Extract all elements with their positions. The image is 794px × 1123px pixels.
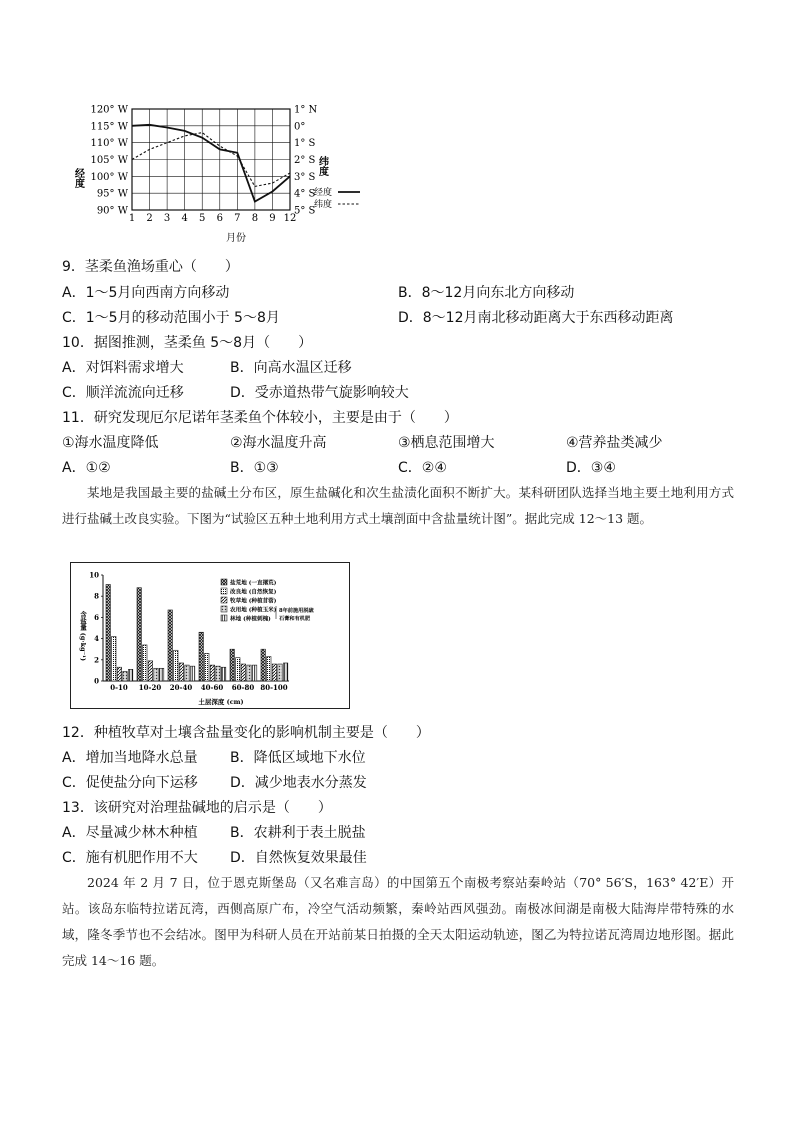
q11-item-3: ③栖息范围增大	[398, 435, 495, 451]
chart2-legend-swatch	[221, 606, 227, 612]
chart1-right-tick-label: 1° S	[294, 138, 316, 150]
salinity-bar	[190, 666, 194, 681]
q12-option-c: C．促使盐分向下运移	[62, 775, 198, 791]
salinity-chart	[71, 563, 349, 708]
chart1-x-tick-label: 12	[283, 213, 297, 224]
q13-option-b: B．农耕利于表土脱盐	[230, 825, 366, 841]
q13-option-a: A．尽量减少林木种植	[62, 825, 198, 841]
chart2-x-tick-label: 0-10	[110, 683, 128, 692]
chart2-legend-label: 改良地 (自然恢复)	[230, 589, 277, 596]
intro-14-16-text: 2024 年 2 月 7 日，位于恩克斯堡岛（又名难言岛）的中国第五个南极考察站秦岭站（70° 56′S，163° 42′E）开站。该岛东临特拉诺瓦湾，西侧高原广布，冷空气活动频繁，秦岭站西风强劲。南极冰间湖是南极大陆海岸带特殊的水域，隆冬季节也不会结冰。图甲为科研人员在开站前某日拍摄的全天太阳运动轨迹，图乙为特拉诺瓦湾周边地形图。据此完成 14～16 题。	[62, 875, 734, 968]
salinity-bar	[221, 667, 225, 681]
chart1-right-tick-label: 1° N	[294, 104, 318, 116]
q13-stem: 13．该研究对治理盐碱地的启示是（ ）	[62, 800, 332, 816]
chart2-x-tick-label: 60-80	[231, 683, 255, 692]
intro-12-13	[62, 480, 734, 532]
chart1-legend	[314, 186, 360, 210]
chart2-xlabel: 土层深度 (cm)	[198, 698, 244, 706]
chart2-y-tick-label: 2	[94, 655, 99, 665]
salinity-chart-frame	[70, 562, 350, 709]
chart2-legend-label: 牧草地 (种植苜蓿)	[230, 598, 277, 605]
chart1-right-axis-label: 纬度	[316, 156, 328, 176]
chart2-legend-note-line1: 8年前施用脱硫	[279, 608, 314, 614]
chart1-right-tick-label: 3° S	[294, 171, 316, 183]
chart1-x-tick-label: 4	[181, 213, 188, 224]
q10-stem: 10．据图推测，茎柔鱼 5～8月（ ）	[62, 335, 313, 351]
chart2-y-tick-label: 10	[89, 570, 99, 580]
chart1-left-tick-label: 115° W	[90, 121, 128, 133]
chart1-right-tick-label: 5° S	[294, 205, 316, 217]
chart1-right-tick-label: 0°	[294, 121, 306, 133]
chart1-legend-label: 经度	[313, 188, 332, 198]
q13-option-d: D．自然恢复效果最佳	[230, 850, 367, 866]
chart2-legend-note-line2: 石膏和有机肥	[279, 616, 311, 622]
salinity-bar	[230, 649, 234, 681]
salinity-bar	[117, 667, 121, 681]
salinity-bar	[168, 610, 172, 681]
chart1-x-tick-label: 9	[269, 213, 276, 224]
salinity-bar	[137, 588, 141, 681]
chart1-left-tick-label: 105° W	[90, 155, 128, 166]
chart1-right-tick-label: 2° S	[294, 155, 316, 166]
salinity-bar	[261, 649, 265, 681]
q10-option-b: B．向高水温区迁移	[230, 360, 352, 376]
q10-option-d: D．受赤道热带气旋影响较大	[230, 385, 409, 401]
chart1-x-tick-label: 7	[234, 213, 241, 224]
chart2-legend	[221, 579, 315, 623]
q9-option-a: A．1～5月向西南方向移动	[62, 285, 230, 301]
chart2-legend-label: 农用地 (种植玉米)	[230, 607, 277, 614]
chart1-x-tick-label: 6	[216, 213, 223, 224]
salinity-bar	[179, 663, 183, 681]
salinity-bar	[247, 665, 251, 681]
salinity-bar	[128, 669, 132, 681]
chart1-left-tick-label: 100° W	[90, 171, 128, 183]
salinity-bar	[236, 658, 240, 681]
chart2-legend-label: 林地 (种植刺槐)	[230, 616, 271, 623]
chart2-y-tick-label: 6	[94, 612, 99, 622]
chart2-legend-label: 盐荒地 (一直撂荒)	[230, 580, 277, 587]
chart2-legend-swatch	[221, 615, 227, 621]
longitude-series-line	[132, 125, 290, 202]
chart1-right-tick-label: 4° S	[294, 188, 316, 200]
salinity-bar	[205, 653, 209, 681]
q10-option-c: C．顺洋流流向迁移	[62, 385, 184, 401]
q11-option-a: A．①②	[62, 460, 111, 476]
chart1-left-axis-label: 经度	[72, 168, 84, 188]
chart1-xlabel: 月份	[226, 233, 246, 244]
chart1-left-tick-label: 110° W	[90, 138, 128, 150]
q11-item-1: ①海水温度降低	[62, 435, 159, 451]
q9-option-b: B．8～12月向东北方向移动	[398, 285, 575, 301]
salinity-bar	[143, 645, 147, 681]
intro-12-13-text: 某地是我国最主要的盐碱土分布区，原生盐碱化和次生盐渍化面积不断扩大。某科研团队选择当地主要土地利用方式进行盐碱土改良实验。下图为“试验区五种土地利用方式土壤剖面中含盐量统计图”。据此完成 12～13 题。	[62, 485, 734, 526]
chart1-left-ticks	[90, 105, 128, 217]
salinity-bar	[216, 666, 220, 681]
q11-option-c: C．②④	[398, 460, 447, 476]
q10-option-a: A．对饵料需求增大	[62, 360, 184, 376]
salinity-bar	[252, 665, 256, 681]
intro-14-16	[62, 870, 734, 974]
chart1-x-tick-label: 3	[163, 213, 171, 224]
chart2-x-tick-label: 20-40	[169, 683, 193, 692]
salinity-bar	[112, 636, 116, 681]
fishing-center-chart	[70, 100, 360, 250]
chart2-ylabel: 含盐量 (g·kg⁻¹)	[79, 611, 87, 662]
salinity-bar	[159, 668, 163, 681]
chart2-legend-swatch	[221, 579, 227, 585]
chart1-x-tick-label: 1	[128, 213, 136, 224]
chart2-y-tick-label: 8	[94, 591, 99, 601]
chart1-x-tick-label: 5	[199, 213, 206, 224]
q11-option-b: B．①③	[230, 460, 279, 476]
q11-item-2: ②海水温度升高	[230, 435, 327, 451]
q9-option-c: C．1～5月的移动范围小于 5～8月	[62, 310, 280, 326]
chart2-legend-swatch	[221, 597, 227, 603]
salinity-bar	[123, 671, 127, 681]
q9-option-d: D．8～12月南北移动距离大于东西移动距离	[398, 310, 674, 326]
chart1-series	[132, 125, 290, 202]
q12-stem: 12．种植牧草对土壤含盐量变化的影响机制主要是（ ）	[62, 725, 430, 741]
q11-item-4: ④营养盐类减少	[566, 435, 663, 451]
q9-stem: 9．茎柔鱼渔场重心（ ）	[62, 259, 239, 275]
chart2-y-tick-label: 0	[94, 676, 99, 686]
salinity-bar	[241, 664, 245, 681]
q12-option-b: B．降低区域地下水位	[230, 750, 366, 766]
salinity-bar	[106, 585, 110, 681]
q12-option-a: A．增加当地降水总量	[62, 750, 198, 766]
q13-option-c: C．施有机肥作用不大	[62, 850, 198, 866]
chart1-left-tick-label: 120° W	[90, 104, 128, 116]
chart1-x-tick-label: 8	[251, 213, 259, 224]
salinity-bar	[210, 665, 214, 681]
salinity-bar	[154, 668, 158, 681]
chart1-x-tick-label: 2	[146, 213, 153, 224]
q11-stem: 11．研究发现厄尔尼诺年茎柔鱼个体较小，主要是由于（ ）	[62, 410, 458, 426]
salinity-bar	[283, 663, 287, 681]
salinity-bar	[272, 664, 276, 681]
chart2-x-tick-label: 80-100	[260, 683, 288, 692]
salinity-bar	[185, 665, 189, 681]
salinity-bar	[278, 664, 282, 681]
chart2-y-tick-label: 4	[94, 634, 99, 644]
chart1-left-tick-label: 95° W	[96, 188, 128, 200]
q12-option-d: D．减少地表水分蒸发	[230, 775, 367, 791]
chart1-legend-label: 纬度	[313, 200, 332, 210]
q11-option-d: D．③④	[566, 460, 616, 476]
chart2-legend-swatch	[221, 588, 227, 594]
chart2-x-tick-label: 40-60	[200, 683, 224, 692]
salinity-bar	[199, 632, 203, 681]
salinity-bar	[267, 657, 271, 681]
chart1-x-ticks	[129, 213, 297, 224]
chart1-left-tick-label: 90° W	[96, 205, 128, 217]
salinity-bar	[174, 650, 178, 681]
salinity-bar	[148, 661, 152, 681]
chart2-x-tick-label: 10-20	[138, 683, 162, 692]
